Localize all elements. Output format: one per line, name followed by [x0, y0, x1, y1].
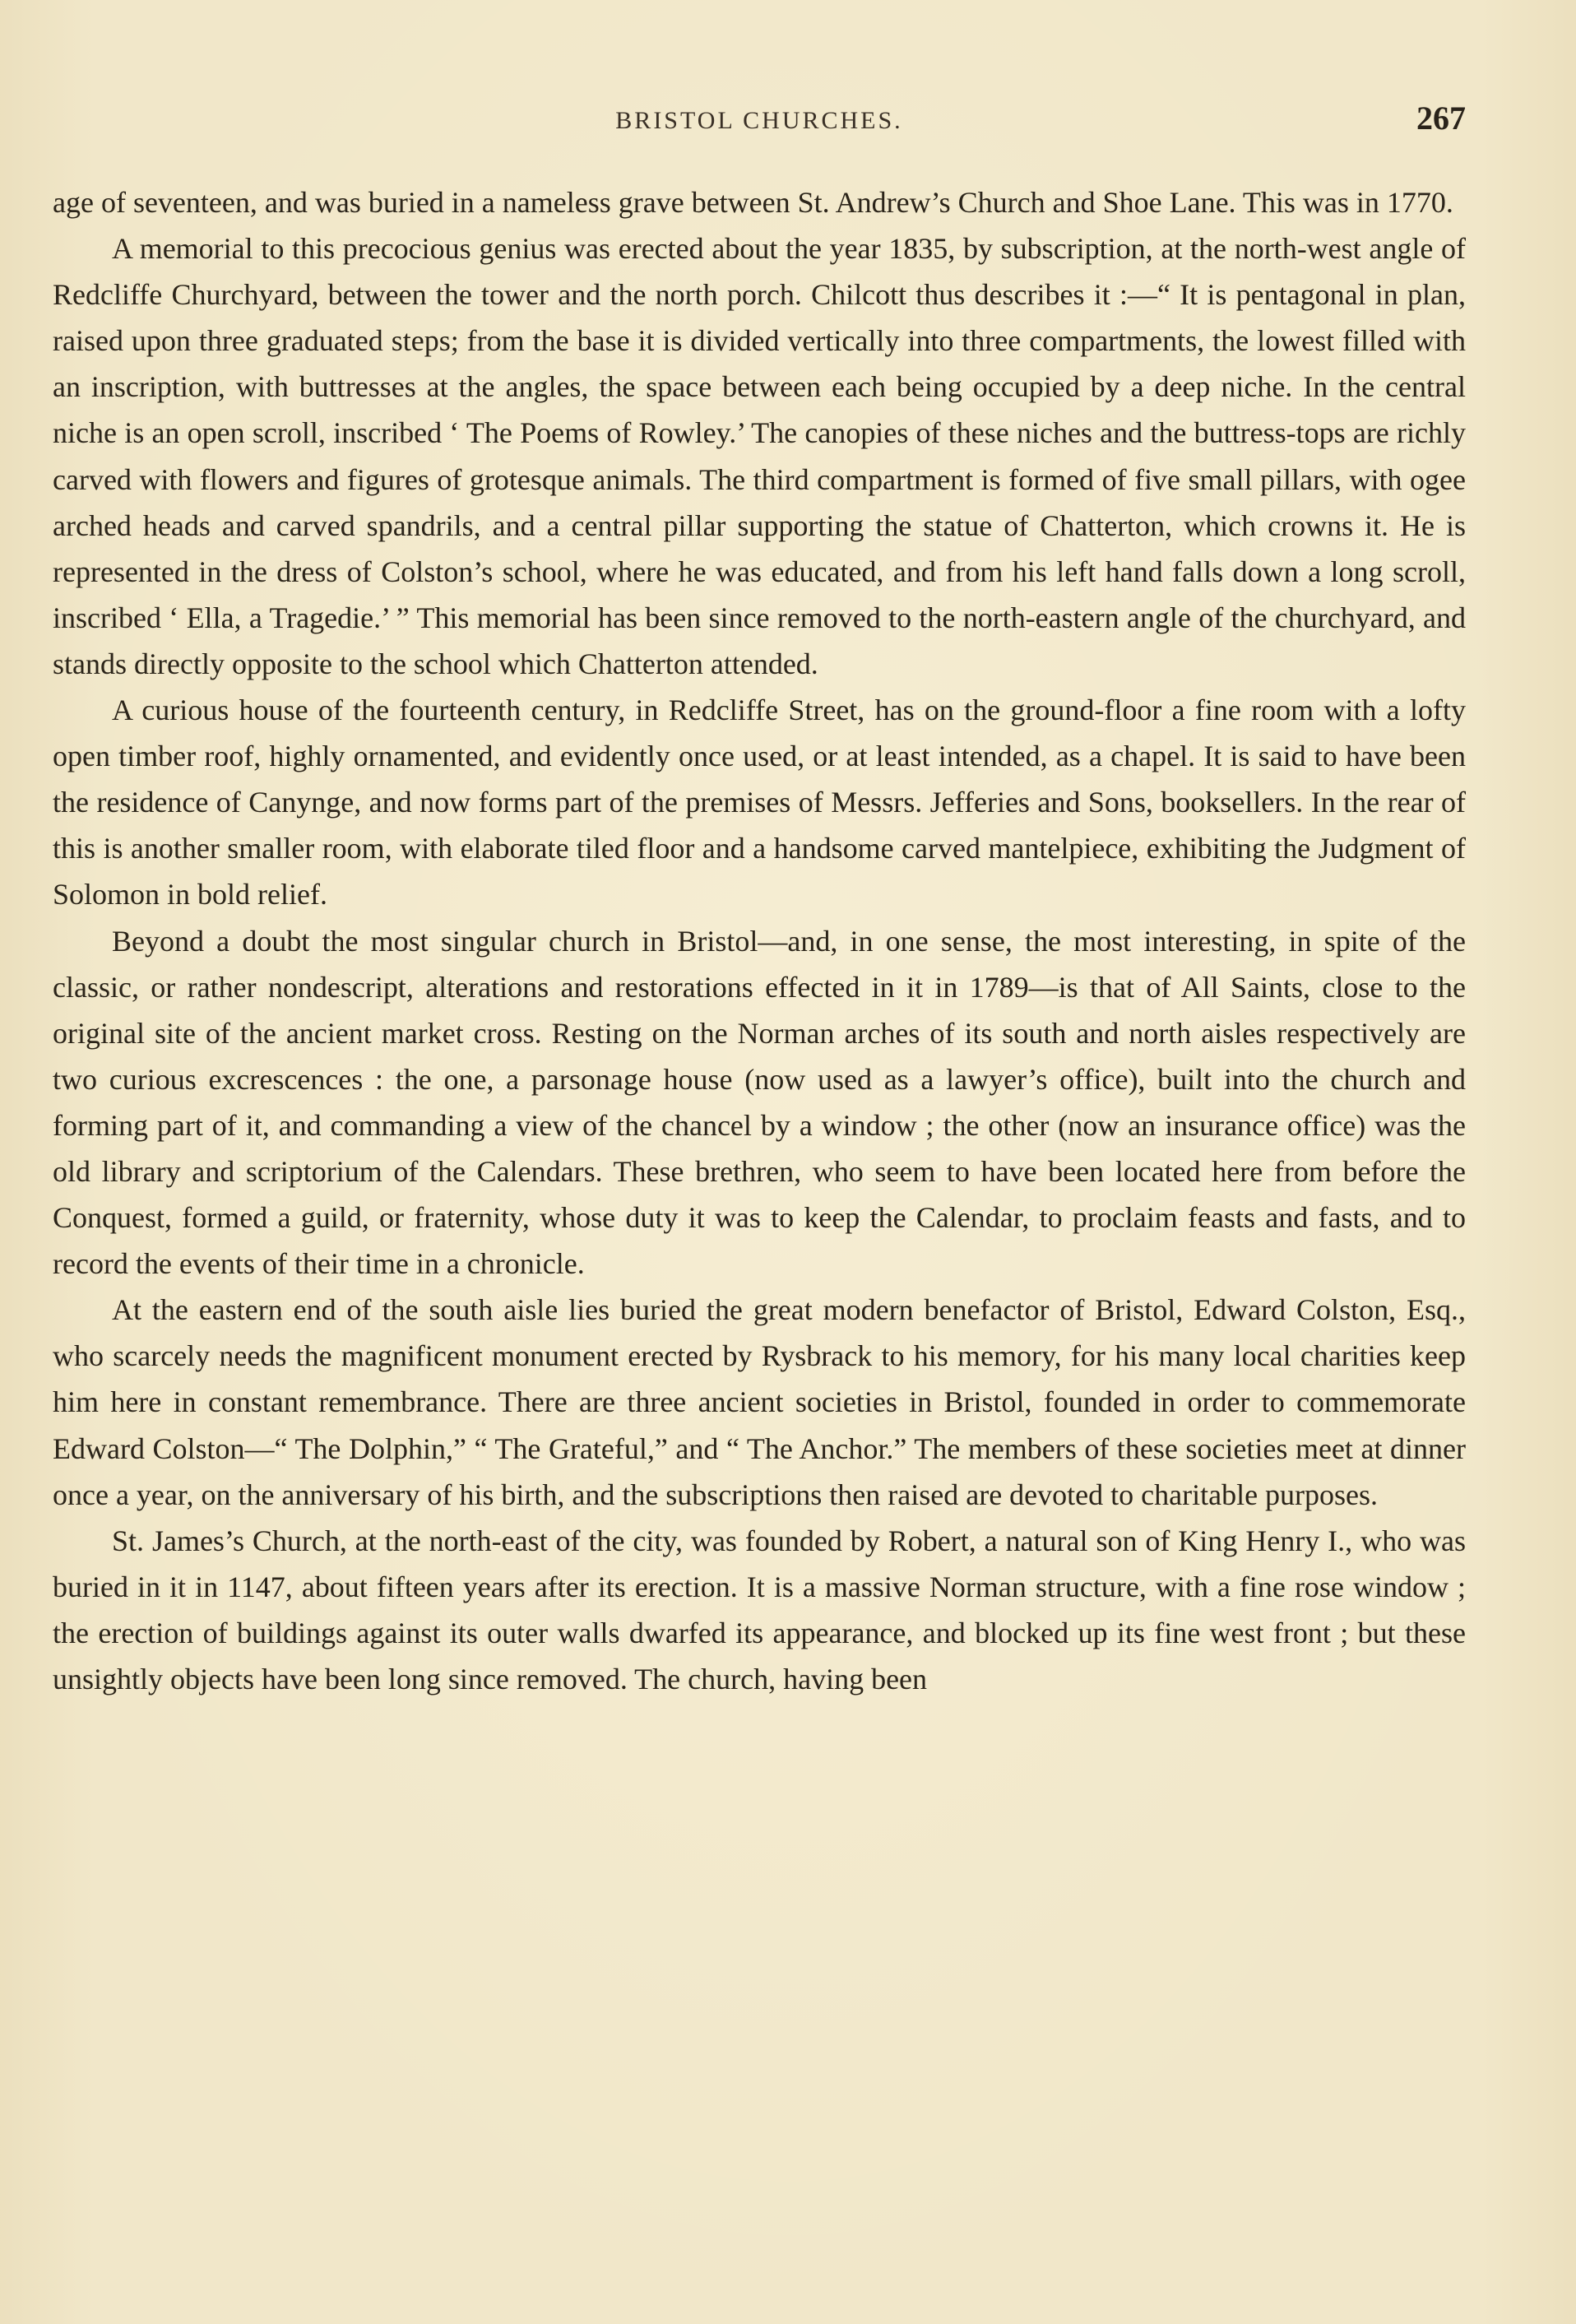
- running-head: [53, 97, 1466, 146]
- paragraph-3: A curious house of the fourteenth century, in Redcliffe Street, has on the ground-floor a fine room with a lofty open timber roof, highly ornamented, and evidently once used, or at least intended, as a chapel. It is said to have been the residence of Canynge, and now forms part of the premises of Messrs. Jefferies and Sons, booksellers. In the rear of this is another smaller room, with elaborate tiled floor and a handsome carved mantelpiece, exhibiting the Judgment of Solomon in bold relief.: [53, 693, 1466, 912]
- paragraph-6: St. James’s Church, at the north-east of the city, was founded by Robert, a natural son of King Henry I., who was buried in it in 1147, about fifteen years after its erection. It is a massive Norman structure, with a fine rose window ; the erection of buildings against its outer walls dwarfed its appearance, and blocked up its fine west front ; but these unsightly objects have been long since removed. The church, having been: [53, 1524, 1466, 1695]
- page-number: 267: [1416, 100, 1466, 137]
- running-title: BRISTOL CHURCHES.: [615, 107, 903, 134]
- paragraph-2: A memorial to this precocious genius was erected about the year 1835, by subscription, at the north-west angle of Redcliffe Churchyard, between the tower and the north porch. Chilcott thus describes it :—“ It is pentagonal in plan, raised upon three graduated steps; from the base it is divided vertically into three compartments, the lowest filled with an inscription, with buttresses at the angles, the space between each being occupied by a deep niche. In the central niche is an open scroll, inscribed ‘ The Poems of Rowley.’ The canopies of these niches and the buttress-tops are richly carved with flowers and figures of grotesque animals. The third compartment is formed of five small pillars, with ogee arched heads and carved spandrils, and a central pillar supporting the statue of Chatterton, which crowns it. He is represented in the dress of Colston’s school, where he was educated, and from his left hand falls down a long scroll, inscribed ‘ Ella, a Tragedie.’ ” This memorial has been since removed to the north-eastern angle of the churchyard, and stands directly opposite to the school which Chatterton attended.: [53, 232, 1466, 680]
- paragraph-4: Beyond a doubt the most singular church in Bristol—and, in one sense, the most interesting, in spite of the classic, or rather nondescript, alterations and restorations effected in it in 1789—is that of All Saints, close to the original site of the ancient market cross. Resting on the Norman arches of its south and north aisles respectively are two curious excrescences : the one, a parsonage house (now used as a lawyer’s office), built into the church and forming part of it, and commanding a view of the chancel by a window ; the other (now an insurance office) was the old library and scriptorium of the Calendars. These brethren, who seem to have been located here from before the Conquest, formed a guild, or fraternity, whose duty it was to keep the Calendar, to proclaim feasts and fasts, and to record the events of their time in a chronicle.: [53, 924, 1466, 1281]
- paragraph-5: At the eastern end of the south aisle lies buried the great modern benefactor of Bristol, Edward Colston, Esq., who scarcely needs the magnificent monument erected by Rysbrack to his memory, for his many local charities keep him here in constant remembrance. There are three ancient societies in Bristol, founded in order to commemorate Edward Colston—“ The Dolphin,” “ The Grateful,” and “ The Anchor.” The members of these societies meet at dinner once a year, on the anniversary of his birth, and the subscriptions then raised are devoted to charitable purposes.: [53, 1293, 1466, 1511]
- paragraph-1: age of seventeen, and was buried in a nameless grave between St. Andrew’s Church and Shoe Lane. This was in 1770.: [53, 186, 1453, 219]
- body-text: [53, 179, 1466, 1702]
